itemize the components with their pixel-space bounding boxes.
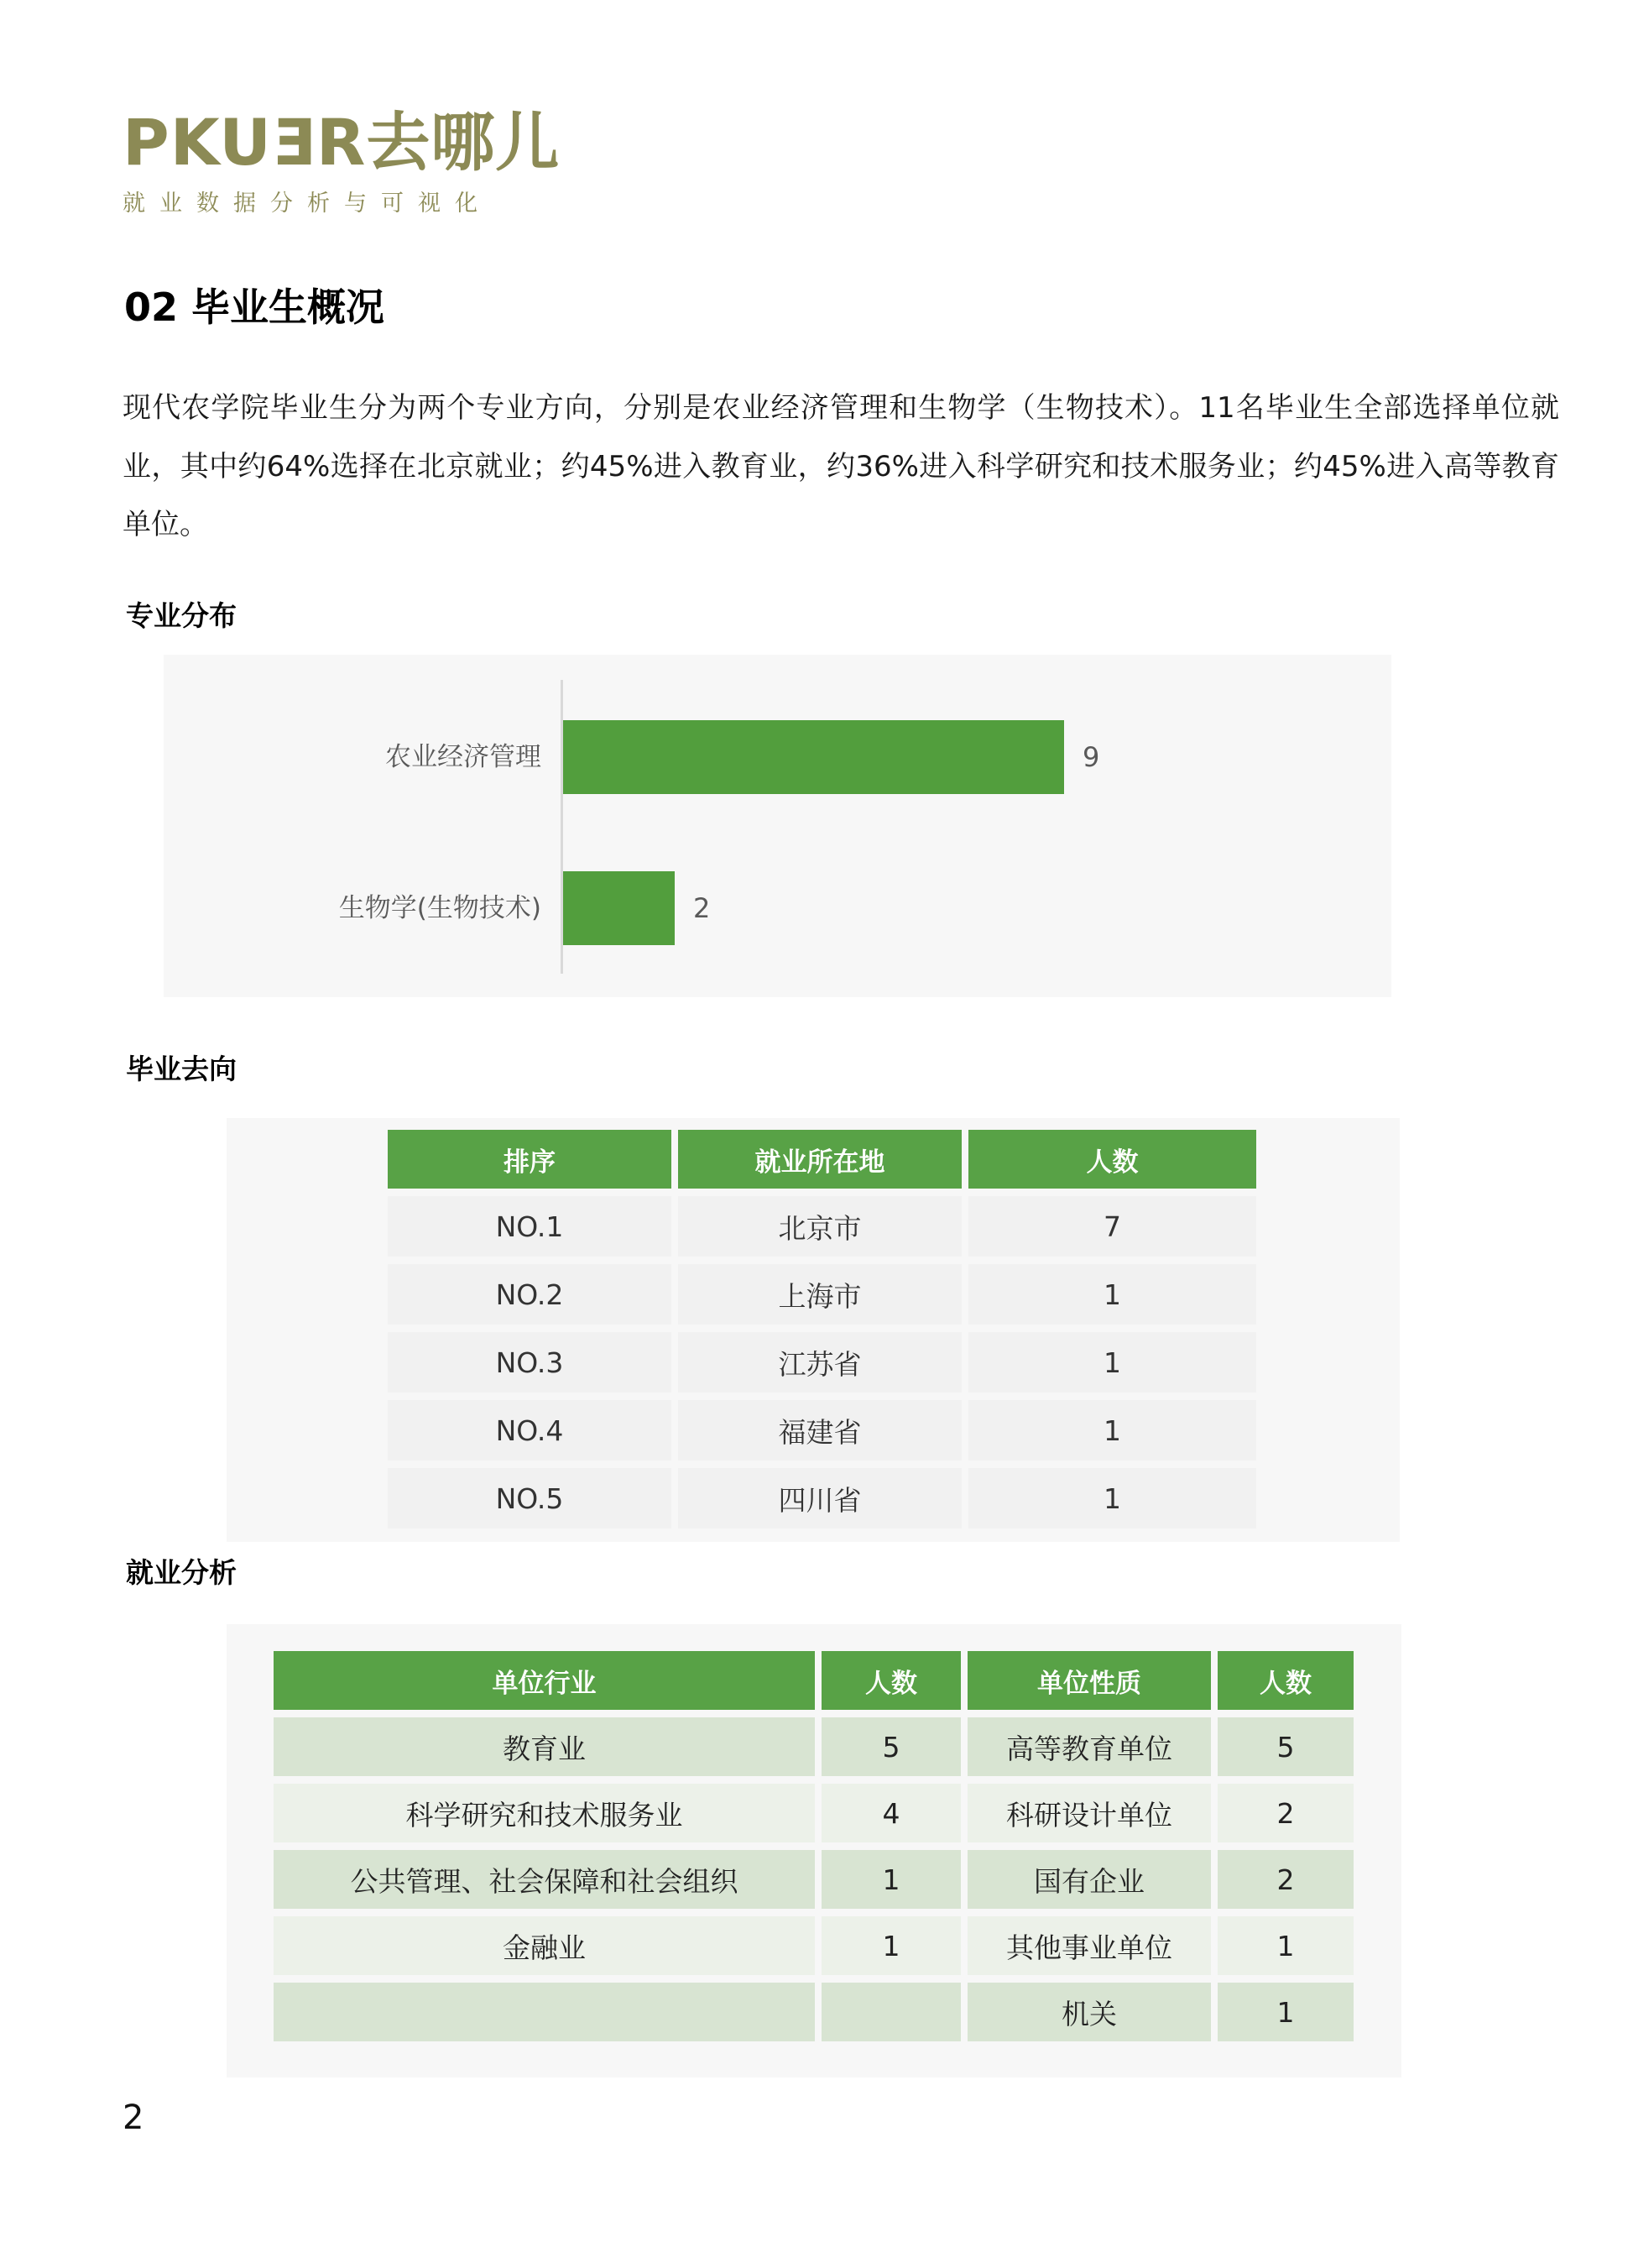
page-heading: 02 毕业生概况 — [124, 285, 385, 330]
table-cell: 科研设计单位 — [968, 1784, 1211, 1842]
chart-bar-value: 2 — [693, 892, 711, 924]
chart-category-label: 农业经济管理 — [385, 742, 541, 772]
table-cell: 1 — [968, 1332, 1256, 1393]
table-cell: NO.3 — [388, 1332, 671, 1393]
table-cell: 5 — [1218, 1717, 1354, 1776]
analysis-panel — [227, 1624, 1401, 2077]
table-cell: NO.1 — [388, 1196, 671, 1257]
table-cell: 福建省 — [678, 1400, 962, 1461]
table-cell: 公共管理、社会保障和社会组织 — [274, 1850, 815, 1909]
table-cell: 1 — [822, 1850, 961, 1909]
table-cell: 4 — [822, 1784, 961, 1842]
table-cell — [274, 1983, 815, 2041]
major-distribution-chart — [164, 655, 1391, 997]
table-header-cell: 人数 — [822, 1651, 961, 1710]
table-cell: 教育业 — [274, 1717, 815, 1776]
table-cell: 高等教育单位 — [968, 1717, 1211, 1776]
analysis-table — [274, 1651, 1354, 2041]
chart-category-label: 生物学(生物技术) — [338, 893, 541, 923]
section-title-analysis: 就业分析 — [126, 1556, 237, 1589]
table-cell: 江苏省 — [678, 1332, 962, 1393]
table-cell: 国有企业 — [968, 1850, 1211, 1909]
table-cell: NO.2 — [388, 1264, 671, 1325]
page-number: 2 — [123, 2098, 144, 2137]
chart-bar-value: 9 — [1083, 741, 1100, 773]
section-title-destination: 毕业去向 — [126, 1053, 237, 1085]
table-cell: 2 — [1218, 1850, 1354, 1909]
table-header-cell: 单位性质 — [968, 1651, 1211, 1710]
table-cell: 四川省 — [678, 1468, 962, 1529]
logo-brand: PKUƎR去哪儿 — [123, 105, 561, 180]
table-cell: 5 — [822, 1717, 961, 1776]
chart-bar-agriculture-economics — [563, 720, 1064, 794]
table-header-cell: 单位行业 — [274, 1651, 815, 1710]
table-cell: 1 — [968, 1264, 1256, 1325]
table-cell: 科学研究和技术服务业 — [274, 1784, 815, 1842]
table-cell: 1 — [1218, 1916, 1354, 1975]
table-cell: 1 — [822, 1916, 961, 1975]
table-cell — [822, 1983, 961, 2041]
table-cell: 北京市 — [678, 1196, 962, 1257]
logo — [123, 107, 560, 217]
table-cell: 其他事业单位 — [968, 1916, 1211, 1975]
table-header-cell: 人数 — [968, 1130, 1256, 1189]
table-cell: 上海市 — [678, 1264, 962, 1325]
table-cell: 1 — [968, 1400, 1256, 1461]
table-cell: NO.4 — [388, 1400, 671, 1461]
table-cell: NO.5 — [388, 1468, 671, 1529]
table-cell: 1 — [1218, 1983, 1354, 2041]
chart-bar-biology — [563, 871, 675, 945]
logo-tagline: 就业数据分析与可视化 — [123, 190, 492, 217]
section-title-major-distribution: 专业分布 — [126, 599, 237, 632]
table-cell: 2 — [1218, 1784, 1354, 1842]
table-header-cell: 排序 — [388, 1130, 671, 1189]
table-cell: 7 — [968, 1196, 1256, 1257]
table-cell: 机关 — [968, 1983, 1211, 2041]
destination-panel — [227, 1118, 1400, 1542]
table-cell: 1 — [968, 1468, 1256, 1529]
intro-paragraph: 现代农学院毕业生分为两个专业方向，分别是农业经济管理和生物学（生物技术）。11名毕业生全部选择单位就业，其中约64%选择在北京就业；约45%进入教育业，约36%进入科学研究和技术服务业；约45%进入高等教育单位。 — [123, 391, 1559, 542]
table-cell: 金融业 — [274, 1916, 815, 1975]
table-header-cell: 就业所在地 — [678, 1130, 962, 1189]
table-header-cell: 人数 — [1218, 1651, 1354, 1710]
destination-table — [388, 1130, 1256, 1529]
